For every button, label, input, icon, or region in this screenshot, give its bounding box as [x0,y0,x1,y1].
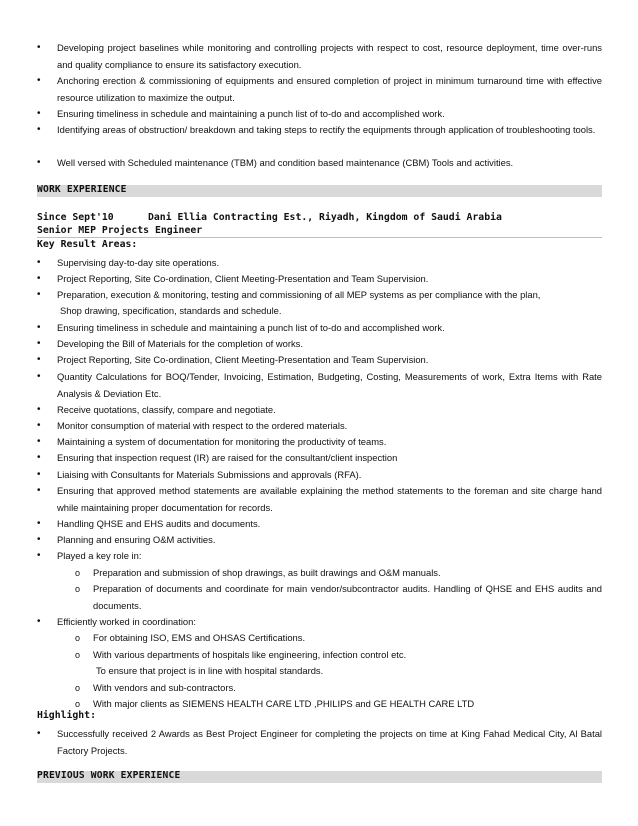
kra-item: • Ensuring that approved method statements are available explaining the method statements to the foreman and site charge hand while maintaining proper documentation for records. [37,485,602,513]
kra-item: • Monitor consumption of material with respect to the ordered materials. [37,420,348,431]
intro-bullet: • Developing project baselines while monitoring and controlling projects with respect to cost, resource deployment, time over-runs and quality compliance to ensure its satisfactory execution. [37,42,602,70]
kra-item: • Ensuring that inspection request (IR) are raised for the consultant/client inspection [37,452,398,463]
work-experience-heading-bar [37,185,602,197]
coordination-item: o For obtaining ISO, EMS and OHSAS Certifications. [75,632,306,643]
kra-heading: Key Result Areas: [37,239,138,250]
intro-bullet: • Anchoring erection & commissioning of equipments and ensured completion of project in minimum turnaround time with effective resource utilization to maximize the output. [37,75,602,103]
kra-item: • Liaising with Consultants for Materials Submissions and approvals (RFA). [37,469,362,480]
coordination-continuation: To ensure that project is in line with hospital standards. [96,665,324,676]
employment-period: Since Sept'10 [37,212,114,223]
intro-bullet: • Well versed with Scheduled maintenance (TBM) and condition based maintenance (CBM) Tools and activities. [37,157,514,168]
kra-item: • Maintaining a system of documentation for monitoring the productivity of teams. [37,436,387,447]
coordination-item: o With vendors and sub-contractors. [75,682,236,693]
previous-work-heading: PREVIOUS WORK EXPERIENCE [37,770,181,781]
kra-item: • Developing the Bill of Materials for the completion of works. [37,338,303,349]
kra-item: • Ensuring timeliness in schedule and maintaining a punch list of to-do and accomplished work. [37,322,445,333]
kra-item: • Planning and ensuring O&M activities. [37,534,216,545]
company-name: Dani Ellia Contracting Est., Riyadh, Kingdom of Saudi Arabia [148,212,502,223]
kra-item: • Played a key role in: [37,550,142,561]
kra-item: • Handling QHSE and EHS audits and documents. [37,518,261,529]
key-role-item: o Preparation of documents and coordinate for main vendor/subcontractor audits. Handling of QHSE and EHS audits and documents. [75,583,602,611]
kra-item: • Project Reporting, Site Co-ordination, Client Meeting-Presentation and Team Supervision. [37,273,429,284]
highlight-heading: Highlight: [37,710,96,721]
kra-item: • Preparation, execution & monitoring, testing and commissioning of all MEP systems as per compliance with the plan, [37,289,541,300]
kra-item: • Supervising day-to-day site operations. [37,257,220,268]
divider [37,237,602,238]
intro-bullet: • Identifying areas of obstruction/ breakdown and taking steps to rectify the equipments through application of troubleshooting tools. [37,124,596,135]
kra-item: • Receive quotations, classify, compare and negotiate. [37,404,276,415]
kra-item: • Quantity Calculations for BOQ/Tender, Invoicing, Estimation, Budgeting, Costing, Measurements of work, Extra Items with Rate Analysis & Deviation Etc. [37,371,602,399]
coordination-item: o With various departments of hospitals like engineering, infection control etc. [75,649,407,660]
job-role: Senior MEP Projects Engineer [37,225,203,236]
previous-work-heading-bar [37,771,602,783]
kra-item: • Project Reporting, Site Co-ordination, Client Meeting-Presentation and Team Supervision. [37,354,429,365]
key-role-item: o Preparation and submission of shop drawings, as built drawings and O&M manuals. [75,567,441,578]
coordination-item: o With major clients as SIEMENS HEALTH CARE LTD ,PHILIPS and GE HEALTH CARE LTD [75,698,475,709]
kra-continuation: Shop drawing, specification, standards and schedule. [60,305,282,316]
intro-bullet: • Ensuring timeliness in schedule and maintaining a punch list of to-do and accomplished work. [37,108,445,119]
kra-item: • Efficiently worked in coordination: [37,616,196,627]
highlight-item: • Successfully received 2 Awards as Best Project Engineer for completing the projects on time at King Fahad Medical City, Al Batal Factory Projects. [37,728,602,756]
work-experience-heading: WORK EXPERIENCE [37,184,127,195]
